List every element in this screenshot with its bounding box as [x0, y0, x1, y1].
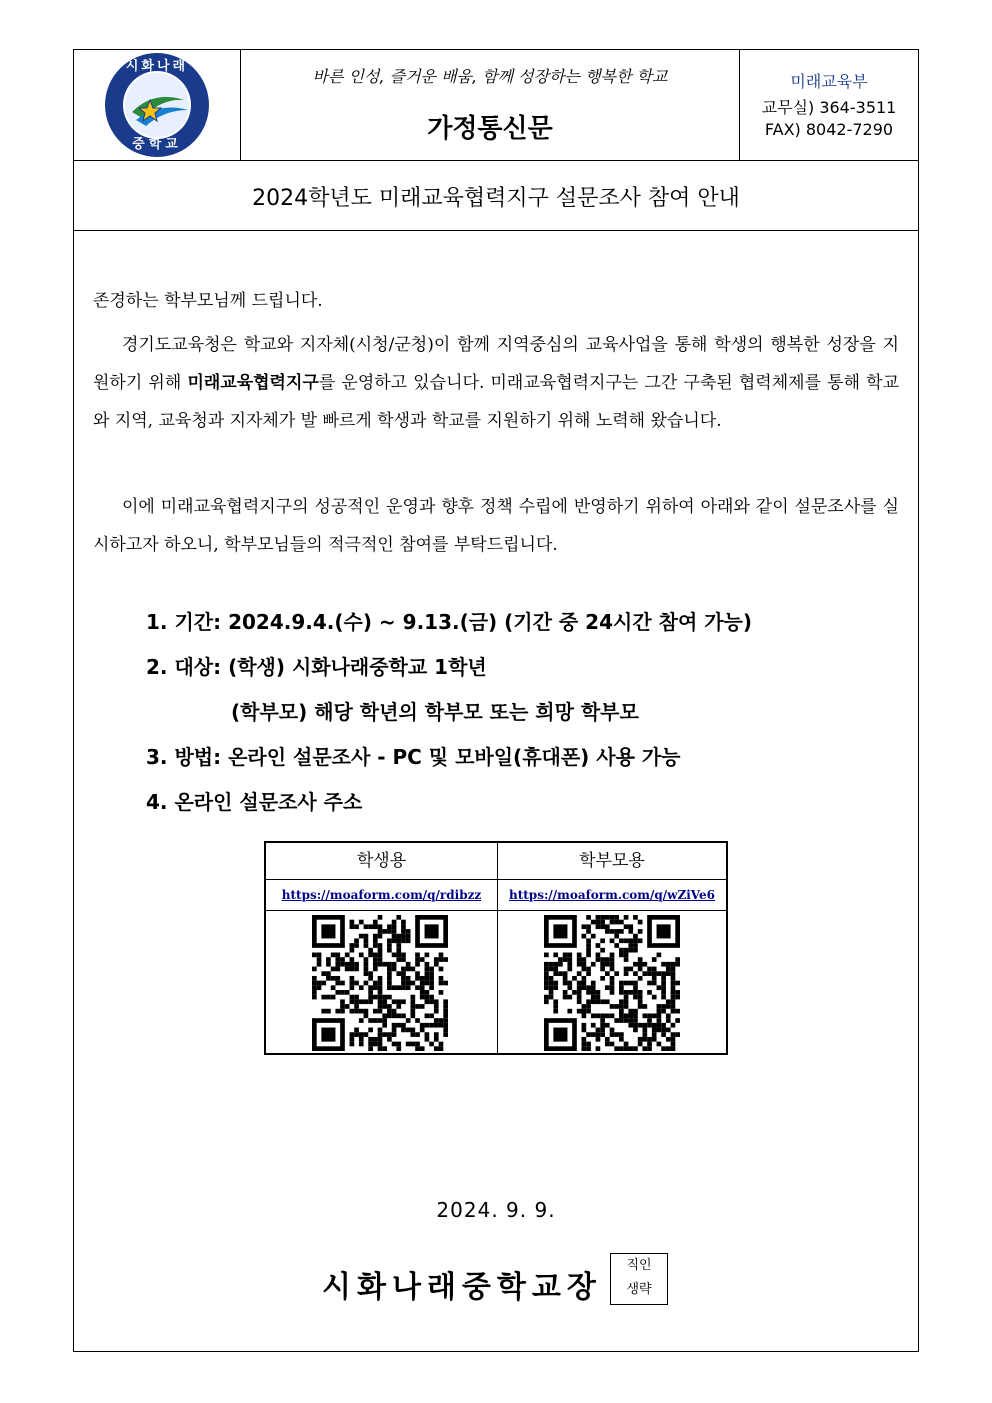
para1-text-a: 경기도교육청은 학교와 지자체(시청/군청)이 함께 지역중심의 교육사업을 통해 학생의 행복한 성장을 지원하기 위해: [93, 335, 899, 393]
para1-bold: 미래교육협력지구: [187, 373, 319, 393]
school-logo: [102, 50, 212, 160]
fax-number: FAX) 8042-7290: [764, 120, 894, 139]
info-list: [146, 600, 752, 825]
department: 미래교육부: [790, 72, 868, 91]
paragraph-2: 이에 미래교육협력지구의 성공적인 운영과 향후 정책 수립에 반영하기 위하여 아래와 같이 설문조사를 실시하고자 하오니, 학부모님들의 적극적인 참여를 부탁드립니다.: [93, 497, 899, 555]
para1-text-b: 를 운영하고 있습니다. 미래교육협력지구는 그간 구축된 협력체제를 통해 학교와 지역, 교육청과 지자체가 발 빠르게 학생과 학교를 지원하기 위해 노력해 왔습니다.: [93, 373, 900, 431]
paragraph-1: [93, 326, 899, 440]
header: [74, 50, 918, 161]
qr-table: [264, 841, 728, 1055]
student-qr-code[interactable]: [312, 915, 448, 1051]
document-type-title: 가정통신문: [427, 114, 553, 144]
principal-signature: 시화나래중학교장: [322, 1270, 602, 1305]
notice-title: 2024학년도 미래교육협력지구 설문조사 참여 안내: [252, 186, 740, 211]
student-url-link[interactable]: https://moaform.com/q/rdibzz: [266, 880, 497, 911]
issue-date: 2024. 9. 9.: [436, 1198, 556, 1222]
parent-header: 학부모용: [498, 843, 726, 880]
header-center: [241, 50, 740, 160]
greeting: 존경하는 학부모님께 드립니다.: [93, 291, 323, 311]
svg-text:중학교: 중학교: [132, 137, 182, 152]
phone-number: 교무실) 364-3511: [761, 98, 897, 117]
header-contact: [740, 50, 918, 160]
school-motto: 바른 인성, 즐거운 배움, 함께 성장하는 행복한 학교: [312, 67, 668, 86]
svg-text:시화나래: 시화나래: [125, 59, 189, 74]
parent-url-link[interactable]: https://moaform.com/q/wZiVe6: [498, 880, 726, 911]
stamp-line-1: 직인: [626, 1258, 652, 1273]
item-target-parents: (학부모) 해당 학년의 학부모 또는 희망 학부모: [231, 700, 639, 724]
column-divider: [497, 843, 498, 1053]
stamp-line-2: 생략: [626, 1282, 652, 1297]
parent-qr-code[interactable]: [544, 915, 680, 1051]
item-method: 3. 방법: 온라인 설문조사 - PC 및 모바일(휴대폰) 사용 가능: [146, 745, 681, 769]
logo-cell: [74, 50, 241, 160]
student-header: 학생용: [266, 843, 497, 880]
item-address: 4. 온라인 설문조사 주소: [146, 790, 363, 814]
title-bar: [74, 160, 918, 231]
seal-omitted-stamp: [610, 1253, 668, 1305]
item-target: 2. 대상: (학생) 시화나래중학교 1학년: [146, 655, 487, 679]
item-period: 1. 기간: 2024.9.4.(수) ~ 9.13.(금) (기간 중 24시간 참여 가능): [146, 610, 753, 634]
